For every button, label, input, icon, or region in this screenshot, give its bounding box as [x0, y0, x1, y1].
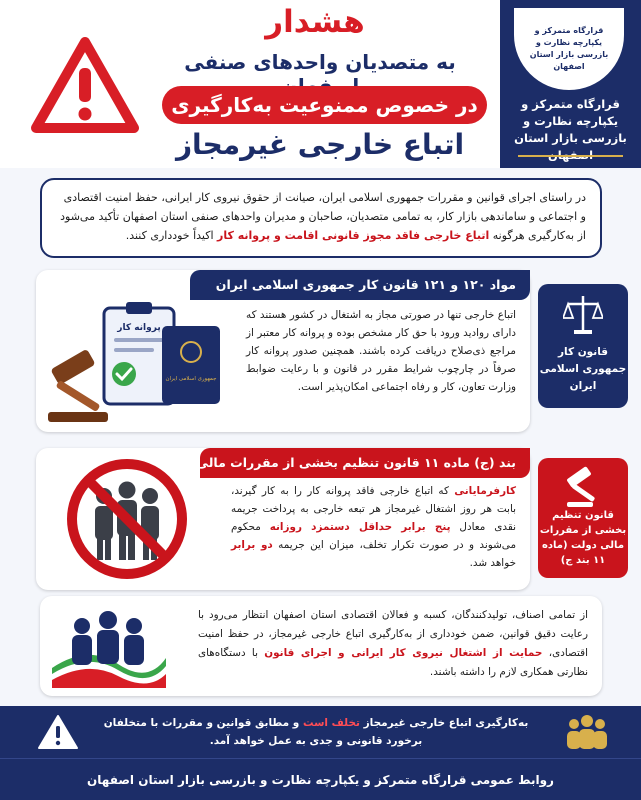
fine-law-text-a: که اتباع خارجی فاقد پروانه کار را به کار گیرند، بابت هر روز اشتغال غیرمجاز هر تبعه خارجی به پرداخت جریمه نقدی معادل — [231, 485, 516, 533]
gavel-icon — [563, 466, 603, 510]
warning-triangle-icon — [30, 36, 140, 136]
title-audience: به متصدیان واحدهای صنفی — [184, 50, 456, 74]
labor-law-tile-label: قانون کار جمهوری اسلامی ایران — [539, 346, 627, 392]
org-logo — [514, 8, 624, 90]
passport-label: جمهوری اسلامی ایران — [165, 376, 217, 382]
intro-text-end: اکیداً خودداری کنند. — [125, 229, 214, 242]
notice-highlight: تخلف است — [302, 717, 360, 729]
fine-repeat-highlight: دو برابر — [231, 539, 273, 551]
people-group-icon — [562, 712, 612, 752]
fine-law-tile — [538, 458, 628, 578]
fine-law-card — [36, 448, 530, 590]
labor-law-body: اتباع خارجی تنها در صورتی مجاز به اشتغال در کشور هستند که دارای روادید ورود با حق کار مشخص بوده و پروانه کار معتبر از مراجع ذی‌صلاح دریافت کرده باشند. همچنین صدور پروانه کار صرفاً در چارچوب شرایط مقرر در قانون و با رعایت ضوابط وزارت تعاون، کار و رفاه اجتماعی امکان‌پذیر است. — [246, 309, 516, 393]
org-name: قرارگاه متمرکز و یکپارچه نظارت و بازرسی بازار استان — [514, 97, 627, 145]
call-to-action-card — [40, 596, 602, 696]
warning-icon — [36, 713, 80, 751]
notice-text: به‌کارگیری اتباع خارجی غیرمجاز — [363, 717, 529, 729]
labor-law-heading: مواد ۱۲۰ و ۱۲۱ قانون کار جمهوری اسلامی ایران — [190, 270, 530, 300]
fine-law-text-c: خواهد شد. — [469, 557, 516, 569]
title-subject: اتباع خارجی غیرمجاز — [175, 128, 465, 161]
fine-law-text-b: محکوم می‌شوند و در صورت تکرار تخلف، میزان این جریمه — [231, 521, 517, 551]
divider — [518, 155, 623, 157]
violation-notice-text — [91, 714, 541, 750]
fine-law-lead: کارفرمایانی — [454, 485, 516, 497]
page-title: هشدار — [265, 4, 365, 40]
scales-icon — [563, 292, 603, 336]
call-highlight: حمایت از اشتغال نیروی کار ایرانی و اجرای قانون — [264, 647, 543, 659]
labor-law-tile — [538, 284, 628, 408]
intro-text: در راستای اجرای قوانین و مقررات جمهوری اسلامی ایران، صیانت از حقوق نیروی کار ایرانی، حفظ امنیت اقتصادی و اجتماعی و ساماندهی بازار کار، به تمامی متصدیان، صاحبان و مدیران واحدهای صنفی استان اصفهان تأکید می‌شود از به‌کارگیری هرگونه — [60, 191, 586, 242]
intro-highlight: اتباع خارجی فاقد مجوز قانونی اقامت و پروانه کار — [217, 229, 490, 242]
prohibited-workers-icon — [64, 456, 190, 582]
fine-law-tile-label: قانون تنظیم بخشی از مقررات مالی دولت (ماده ۱۱ بند ج) — [539, 510, 627, 566]
fine-law-heading: بند (ج) ماده ۱۱ قانون تنظیم بخشی از مقررات مالی دولت — [200, 448, 530, 478]
fine-law-body — [231, 482, 516, 572]
work-permit-illustration — [44, 300, 234, 428]
iran-flag-workers-illustration — [48, 604, 168, 688]
title-banner: در خصوص ممنوعیت به‌کارگیری — [162, 86, 487, 124]
call-to-action-body — [198, 606, 588, 682]
org-logo-text: قرارگاه متمرکز و یکپارچه نظارت و بازرسی بازار استان اصفهان — [529, 26, 609, 71]
footer — [0, 758, 641, 800]
footer-text: روابط عمومی قرارگاه متمرکز و یکپارچه نظارت و بازرسی بازار استان اصفهان — [87, 773, 554, 787]
org-panel — [500, 0, 641, 168]
notice-text-end: و مطابق قوانین و مقررات با متخلفان برخورد قانونی و جدی به عمل خواهد آمد. — [103, 717, 423, 747]
call-text: از تمامی اصناف، تولیدکنندگان، کسبه و فعالان اقتصادی استان اصفهان انتظار می‌رود با رعایت دقیق قوانین، ضمن خودداری از به‌کارگیری اتباع خارجی غیرمجاز، در حفظ امنیت اقتصادی، — [198, 609, 588, 659]
call-text-end: با دستگاه‌های نظارتی همکاری لازم را داشته باشند. — [198, 647, 588, 678]
labor-law-card — [36, 270, 530, 432]
fine-amount-highlight: پنج برابر حداقل دستمزد روزانه — [269, 521, 451, 533]
permit-label: پروانه کار — [117, 323, 161, 333]
intro-card — [40, 178, 602, 258]
violation-notice — [0, 706, 641, 758]
